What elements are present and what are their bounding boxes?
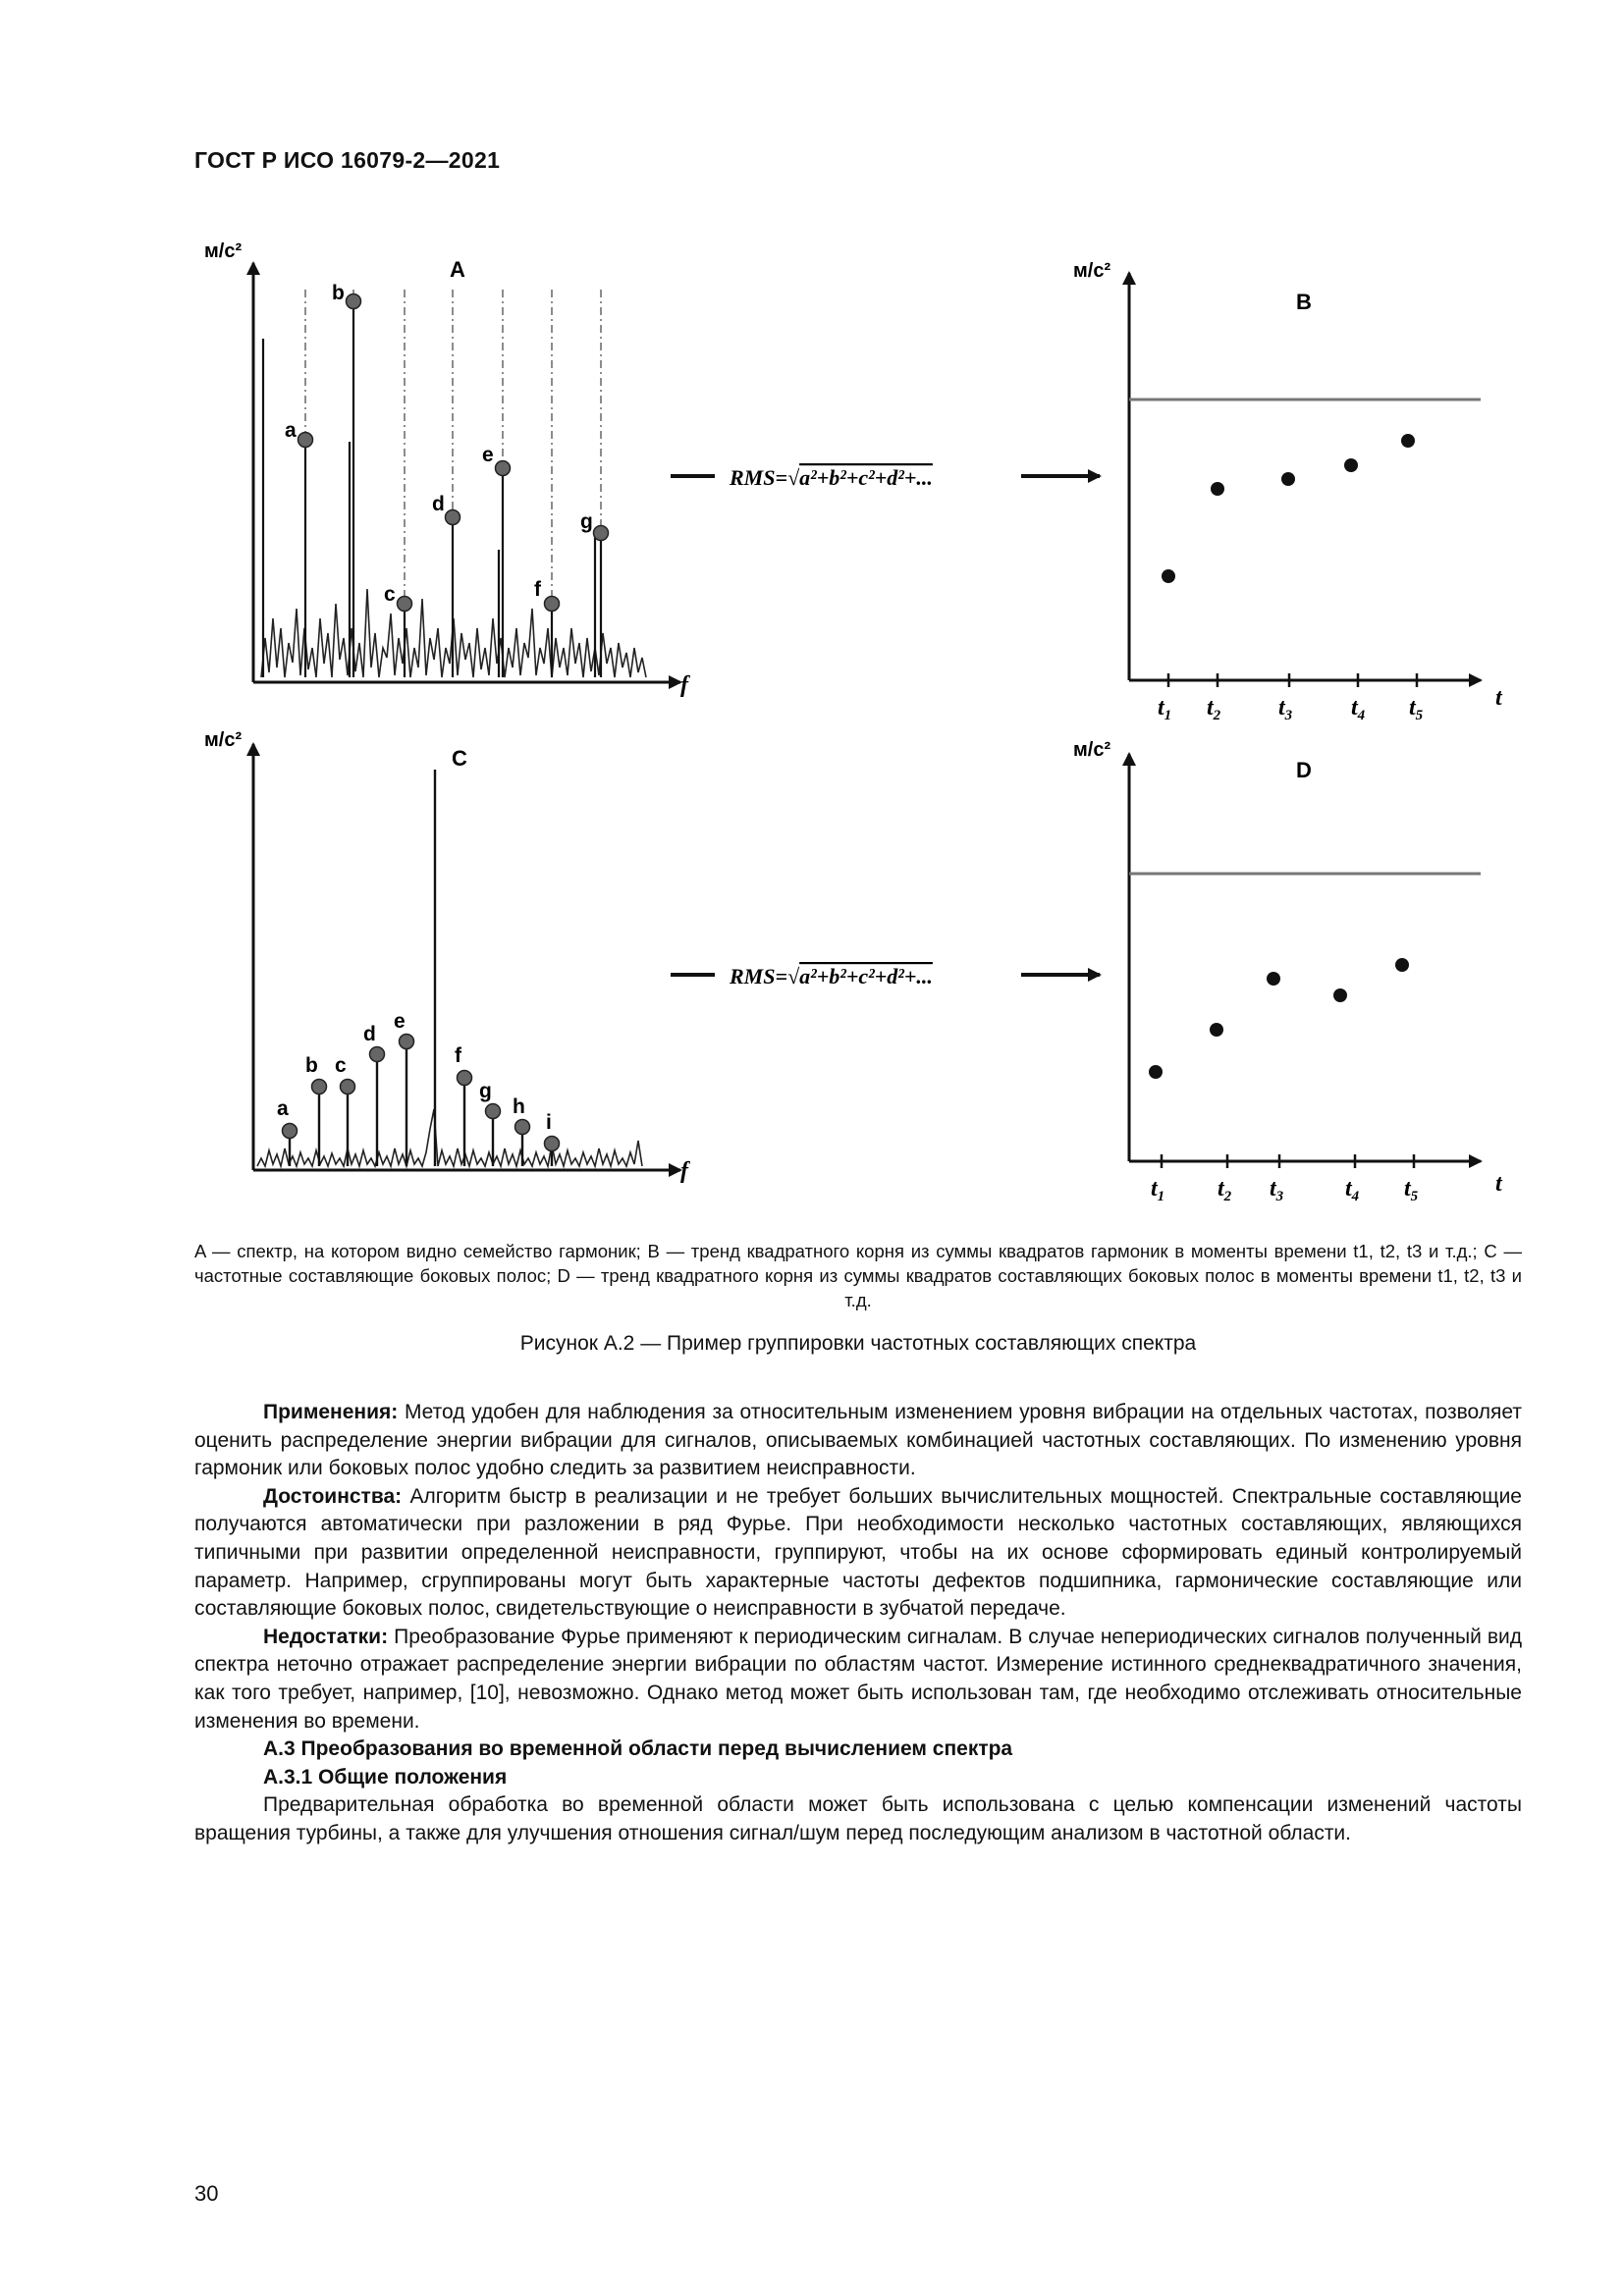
panel-c-label-a: a — [277, 1097, 289, 1120]
panel-b-point-3 — [1281, 472, 1295, 486]
panel-a-point-b — [347, 294, 361, 309]
panel-a-point-d — [446, 510, 460, 525]
panel-c-label-e: e — [394, 1010, 406, 1033]
panel-b-tick-t4: $t_4$ — [1351, 695, 1366, 723]
panel-c-label-c: c — [335, 1054, 347, 1077]
panel-c-label-i: i — [546, 1111, 552, 1134]
panel-a-label: A — [450, 257, 465, 282]
panel-a-label-c: c — [384, 583, 396, 606]
panel-c-label-h: h — [513, 1095, 525, 1118]
panel-c-point-e — [400, 1035, 414, 1049]
panel-a-point-f — [545, 597, 560, 612]
paragraph-general: Предварительная обработка во временной области может быть использована с целью компенсации изменений частоты вращения турбины, а также для улучшения отношения сигнал/шум перед последующим анализом в частотной области. — [194, 1793, 1522, 1844]
paragraph-disadvantages — [194, 1624, 1522, 1735]
body-text — [194, 1399, 1522, 1848]
section-heading-a31: А.3.1 Общие положения — [263, 1765, 508, 1789]
panel-b — [1073, 260, 1503, 723]
panel-c-label-g: g — [479, 1080, 492, 1102]
panel-d-tick-t1: $t_1$ — [1151, 1176, 1165, 1204]
applications-text: Метод удобен для наблюдения за относительным изменением уровня вибрации на отдельных частотах, позволяет оценить распределение энергии вибрации для сигналов, описываемых комбинацией частотных составляющих. По изменению уровня гармоник или боковых полос удобно следить за развитием неисправности. — [194, 1401, 1522, 1480]
panel-c-label-f: f — [455, 1044, 461, 1067]
panel-a-point-c — [398, 597, 412, 612]
panel-a-point-e — [496, 461, 511, 476]
paragraph-applications — [194, 1399, 1522, 1483]
panel-b-tick-t5: $t_5$ — [1409, 695, 1424, 723]
panel-d-point-2 — [1210, 1023, 1223, 1037]
panel-d-tick-t2: $t_2$ — [1218, 1176, 1232, 1204]
panel-c-x-label: f — [680, 1158, 688, 1184]
panel-d — [1073, 739, 1503, 1204]
panel-a-label-f: f — [534, 578, 541, 601]
document-header: ГОСТ Р ИСО 16079-2—2021 — [194, 147, 501, 173]
advantages-text: Алгоритм быстр в реализации и не требует больших вычислительных мощностей. Спектральные составляющие получаются автоматически при разложении в ряд Фурье. При необходимости несколько частотных составляющих, являющихся типичными при развитии определенной неисправности, группируют, чтобы на их основе сформировать единый контролируемый параметр. Например, сгруппированы могут быть характерные частоты дефектов подшипника, гармонические составляющие или составляющие боковых полос, свидетельствующие о неисправности в зубчатой передаче. — [194, 1484, 1522, 1621]
formula-arrow-1 — [671, 465, 1100, 490]
panel-b-point-1 — [1162, 569, 1175, 583]
svg-text:RMS=√a²+b²+c²+d²+...: RMS=√a²+b²+c²+d²+... — [730, 964, 933, 988]
paragraph-advantages — [194, 1483, 1522, 1624]
panel-c-label-d: d — [363, 1023, 376, 1045]
panel-c-label-b: b — [305, 1054, 318, 1077]
section-heading-a3: А.3 Преобразования во временной области перед вычислением спектра — [263, 1737, 1013, 1761]
panel-a-x-label: f — [680, 672, 688, 698]
panel-a-point-g — [594, 526, 609, 541]
panel-d-point-4 — [1333, 988, 1347, 1002]
panel-c-point-f — [458, 1071, 472, 1086]
panel-c-point-i — [545, 1137, 560, 1151]
panel-c-point-d — [370, 1047, 385, 1062]
panel-d-point-5 — [1395, 958, 1409, 972]
panel-d-x-label: t — [1495, 1171, 1502, 1197]
disadvantages-text: Преобразование Фурье применяют к периодическим сигналам. В случае непериодических сигналов полученный вид спектра неточно отражает распределение энергии вибрации по областям частот. Измерение истинного среднеквадратичного значения, как того требует, например, [10], невозможно. Однако метод может быть использован там, где необходимо отслеживать относительные изменения во времени. — [194, 1625, 1522, 1733]
panel-c-point-g — [486, 1104, 501, 1119]
panel-b-y-unit: м/с² — [1073, 260, 1111, 282]
panel-b-point-2 — [1211, 482, 1224, 496]
panel-c — [204, 729, 690, 1184]
advantages-label: Достоинства: — [263, 1484, 403, 1508]
panel-c-label: C — [452, 746, 467, 771]
page-number: 30 — [194, 2181, 219, 2206]
panel-b-point-4 — [1344, 458, 1358, 472]
panel-a-point-a — [298, 433, 313, 448]
panel-c-point-h — [515, 1120, 530, 1135]
panel-c-point-c — [341, 1080, 355, 1095]
panel-a-label-e: e — [482, 444, 494, 466]
panel-a-label-b: b — [332, 282, 345, 304]
panel-d-point-3 — [1267, 972, 1280, 986]
panel-a-y-unit: м/с² — [204, 240, 243, 262]
figure-legend: A — спектр, на котором видно семейство гармоник; B — тренд квадратного корня из суммы квадратов гармоник в моменты времени t1, t2, t3 и т.д.; C — частотные составляющие боковых полос; D — тренд квадратного корня из суммы квадратов составляющих боковых полос в моменты времени t1, t2, t3 и т.д. — [194, 1241, 1522, 1310]
panel-b-label: B — [1296, 290, 1312, 314]
disadvantages-label: Недостатки: — [263, 1625, 389, 1648]
panel-a-label-d: d — [432, 493, 445, 515]
panel-c-point-b — [312, 1080, 327, 1095]
panel-b-point-5 — [1401, 434, 1415, 448]
figure-title: Рисунок А.2 — Пример группировки частотных составляющих спектра — [519, 1332, 1197, 1355]
panel-d-tick-t3: $t_3$ — [1270, 1176, 1284, 1204]
applications-label: Применения: — [263, 1401, 399, 1423]
panel-b-x-label: t — [1495, 685, 1502, 711]
panel-c-y-unit: м/с² — [204, 729, 243, 751]
panel-d-y-unit: м/с² — [1073, 739, 1111, 761]
panel-b-tick-t3: $t_3$ — [1278, 695, 1293, 723]
svg-text:RMS=√a²+b²+c²+d²+...: RMS=√a²+b²+c²+d²+... — [730, 465, 933, 490]
panel-d-point-1 — [1149, 1065, 1163, 1079]
panel-b-tick-t2: $t_2$ — [1207, 695, 1221, 723]
panel-d-label: D — [1296, 758, 1312, 782]
panel-a-label-a: a — [285, 419, 297, 442]
panel-d-tick-t4: $t_4$ — [1345, 1176, 1360, 1204]
panel-c-noise — [257, 1109, 642, 1166]
panel-c-point-a — [283, 1124, 298, 1139]
panel-a — [204, 240, 690, 698]
panel-b-tick-t1: $t_1$ — [1158, 695, 1172, 723]
panel-d-tick-t5: $t_5$ — [1404, 1176, 1419, 1204]
panel-a-label-g: g — [580, 510, 593, 533]
formula-arrow-2 — [671, 964, 1100, 988]
